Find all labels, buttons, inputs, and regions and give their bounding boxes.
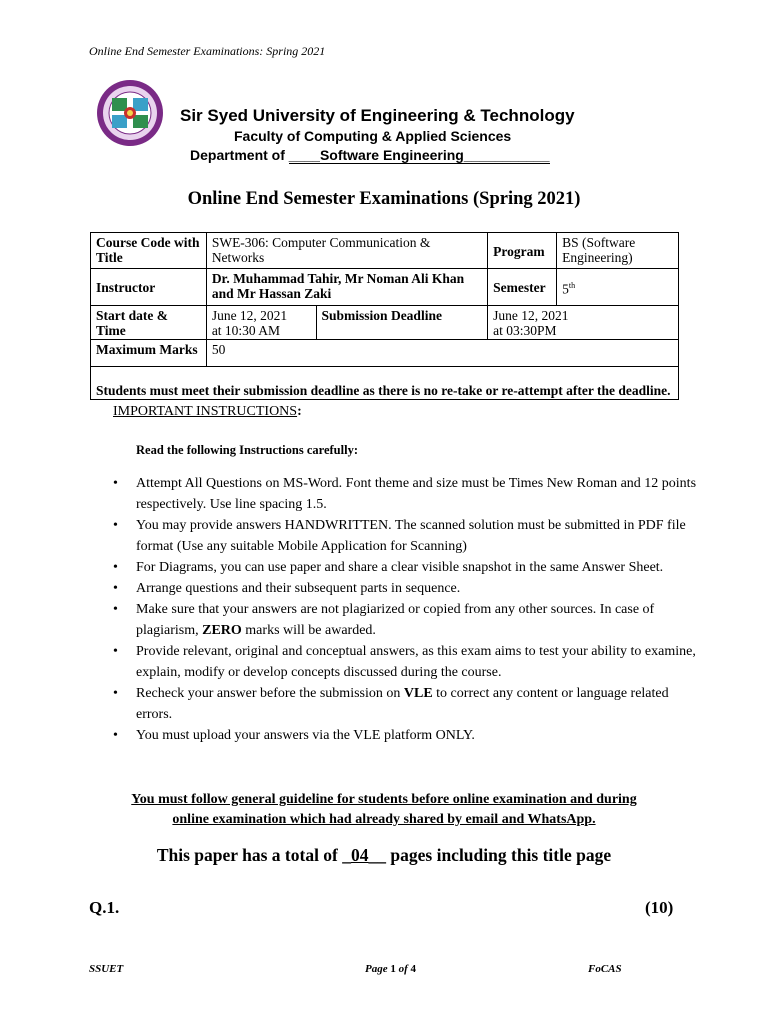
program-value: BS (Software Engineering) [557, 233, 679, 269]
table-row [91, 367, 679, 400]
table-row [91, 306, 679, 340]
footer-page-mid: of [395, 963, 411, 975]
deadline-label: Submission Deadline [316, 306, 488, 340]
semester-number: 5 [562, 281, 569, 297]
semester-value [557, 269, 679, 306]
list-item [113, 725, 698, 746]
page-count-post: __ pages including this title page [368, 845, 612, 865]
start-value [206, 306, 316, 340]
list-item [113, 599, 698, 641]
guideline-line-1: You must follow general guideline for students before online examination and during [131, 792, 637, 807]
list-item [113, 557, 698, 578]
max-marks-value: 50 [206, 340, 678, 367]
guideline-note [0, 790, 768, 830]
footer-left: SSUET [89, 963, 124, 975]
exam-title: Online End Semester Examinations (Spring 2021) [187, 189, 581, 209]
bullet-icon: • [113, 602, 118, 617]
instruction-text-bold: VLE [403, 686, 433, 701]
course-label: Course Code with Title [91, 233, 207, 269]
bullet-icon: • [113, 560, 118, 575]
start-date: June 12, 2021 [211, 308, 288, 323]
exam-info-table [90, 232, 679, 400]
bullet-icon: • [113, 476, 118, 491]
bullet-icon: • [113, 581, 118, 596]
list-item [113, 641, 698, 683]
instruction-text: You may provide answers HANDWRITTEN. The scanned solution must be submitted in PDF file format (Use any suitable Mobile Application for Scanning) [136, 518, 686, 554]
start-label: Start date & Time [91, 306, 207, 340]
table-row [91, 233, 679, 269]
table-row [91, 340, 679, 367]
instructor-value: Dr. Muhammad Tahir, Mr Noman Ali Khan and Mr Hassan Zaki [206, 269, 487, 306]
bullet-icon: • [113, 644, 118, 659]
instruction-text-pre: Recheck your answer before the submission on [136, 686, 404, 701]
question-label: Q.1. [89, 898, 120, 917]
deadline-value [488, 306, 679, 340]
instruction-text: Arrange questions and their subsequent parts in sequence. [136, 581, 461, 596]
instruction-text-post: marks will be awarded. [241, 623, 376, 638]
question-marks: (10) [645, 898, 674, 917]
table-row [91, 269, 679, 306]
footer-page-number [365, 963, 416, 975]
instruction-text: You must upload your answers via the VLE platform ONLY. [136, 728, 475, 743]
deadline-notice: Students must meet their submission deadline as there is no re-take or re-attempt after the deadline. [91, 367, 679, 400]
faculty-name: Faculty of Computing & Applied Sciences [234, 128, 512, 144]
deadline-time: at 03:30PM [493, 323, 557, 338]
guideline-line-2: online examination which had already shared by email and WhatsApp. [172, 812, 596, 827]
start-time: at 10:30 AM [211, 323, 281, 338]
max-marks-label: Maximum Marks [91, 340, 207, 367]
page-count-value: 04 [351, 845, 369, 865]
running-header: Online End Semester Examinations: Spring 2021 [89, 44, 326, 58]
page-count-pre: This paper has a total of _ [156, 845, 352, 865]
semester-suffix: th [568, 281, 576, 291]
program-label: Program [488, 233, 557, 269]
footer-right: FoCAS [588, 963, 622, 975]
instructions-list [113, 473, 698, 746]
footer-page-total: 4 [410, 963, 417, 975]
instructor-label: Instructor [91, 269, 207, 306]
department-label: Department of [190, 147, 289, 163]
bullet-icon: • [113, 518, 118, 533]
bullet-icon: • [113, 686, 118, 701]
instructions-heading [113, 404, 302, 420]
semester-label: Semester [488, 269, 557, 306]
list-item [113, 473, 698, 515]
instruction-text: Attempt All Questions on MS-Word. Font theme and size must be Times New Roman and 12 points respectively. Use line spacing 1.5. [136, 476, 697, 512]
instruction-text: Provide relevant, original and conceptual answers, as this exam aims to test your ability to examine, explain, modify or develop concepts discussed during the course. [136, 644, 696, 680]
instructions-heading-colon: : [297, 404, 302, 419]
deadline-date: June 12, 2021 [493, 308, 569, 323]
list-item [113, 578, 698, 599]
university-seal-icon [96, 79, 164, 147]
footer-page-pre: Page [365, 963, 391, 975]
university-name: Sir Syed University of Engineering & Technology [180, 106, 575, 125]
page-count-note [0, 845, 768, 866]
footer-page-current: 1 [390, 963, 396, 975]
department-line [190, 147, 550, 163]
course-value: SWE-306: Computer Communication & Networks [206, 233, 487, 269]
instructions-heading-text: IMPORTANT INSTRUCTIONS [113, 404, 298, 419]
bullet-icon: • [113, 728, 118, 743]
list-item [113, 515, 698, 557]
list-item [113, 683, 698, 725]
instruction-text-bold: ZERO [202, 623, 242, 638]
department-value: ____Software Engineering___________ [288, 147, 550, 163]
instruction-text: For Diagrams, you can use paper and share a clear visible snapshot in the same Answer Sheet. [136, 560, 664, 575]
instruction-text-post: to correct any content or language related errors. [136, 686, 669, 722]
instruction-text-pre: Make sure that your answers are not plagiarized or copied from any other sources. In case of plagiarism, [136, 602, 655, 638]
read-instructions-line: Read the following Instructions carefully: [136, 443, 358, 457]
